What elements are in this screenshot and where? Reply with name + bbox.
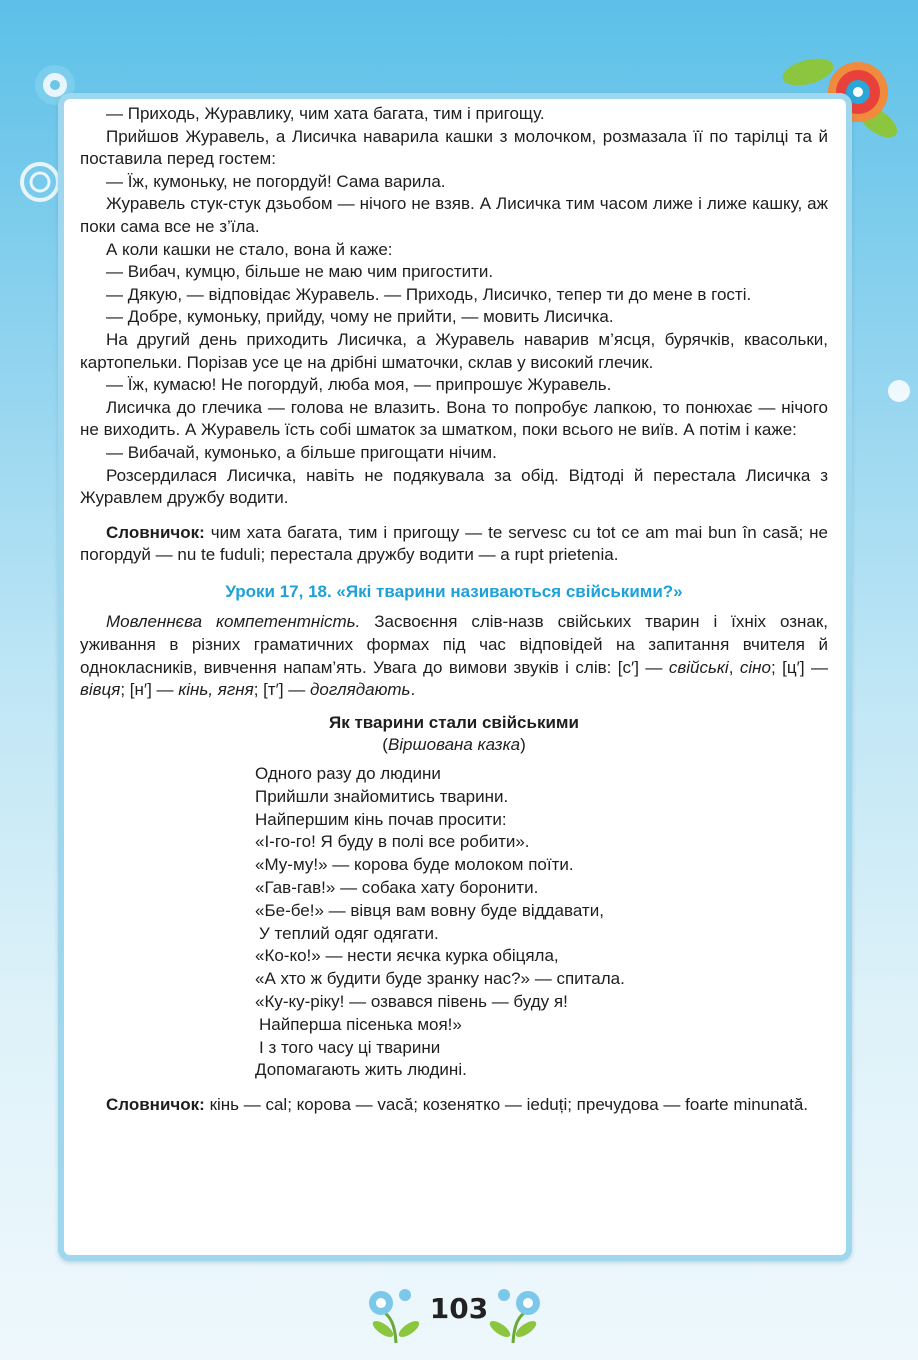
glossary-2 (80, 1094, 828, 1117)
poem-line: «А хто ж будити буде зранку нас?» — спитала. (255, 969, 625, 989)
poem-line: І з того часу ці тварини (259, 1037, 441, 1057)
story-paragraph: — Їж, кумоньку, не погордуй! Сама варила. (106, 171, 446, 191)
example-word: доглядають (310, 680, 411, 700)
glossary-text: чим хата багата, тим і пригощу — te servesc cu tot ce am mai bun în casă; не погордуй — nu te fuduli; перестала дружбу водити — a rupt prietenia. (80, 522, 828, 565)
poem-title: Як тварини стали свійськими (329, 712, 579, 732)
sep: ; [ц′] — (771, 657, 828, 677)
story-paragraph: — Добре, кумоньку, прийду, чому не прийти, — мовить Лисичка. (106, 307, 614, 327)
flower-ornament-icon (482, 1285, 544, 1345)
glossary-label: Словничок: (106, 1095, 205, 1115)
glossary-label: Словничок: (106, 522, 205, 542)
story-paragraph: — Приходь, Журавлику, чим хата багата, тим і пригощу. (106, 104, 545, 123)
story-paragraph: Розсердилася Лисичка, навіть не подякувала за обід. Відтоді й перестала Лисичка з Журавлем дружбу водити. (80, 465, 828, 508)
dot-ornament-icon (886, 378, 912, 404)
competence-label: Мовленнєва компетентність. (106, 612, 361, 632)
story-paragraph: — Їж, кумасю! Не погордуй, люба моя, — припрошує Журавель. (106, 375, 612, 395)
page-content (80, 103, 828, 1117)
story-paragraph: Лисичка до глечика — голова не влазить. Вона то попробує лапкою, то понюхає — нічого не виходить. А Журавель їсть собі шматок за шматком, поки всього не виїв. А потім і каже: (80, 397, 828, 440)
poem-line: «І-го-го! Я буду в полі все робити». (255, 832, 530, 852)
poem-line: Прийшли знайомитись тварини. (255, 786, 509, 806)
story-paragraph: А коли кашки не стало, вона й каже: (106, 239, 393, 259)
example-word: кінь, ягня (178, 680, 254, 700)
glossary-text: кінь — cal; корова — vacă; козенятко — ieduți; пречудова — foarte minunată. (204, 1095, 808, 1115)
sep: ; [н′] — (120, 680, 179, 700)
glossary-1 (80, 522, 828, 567)
sep: ; [т′] — (253, 680, 311, 700)
paren: ) (520, 735, 526, 755)
poem-subtitle (80, 734, 828, 757)
story-paragraph: Прийшов Журавель, а Лисичка наварила кашки з молочком, розмазала її по тарілці та й поставила перед гостем: (80, 126, 828, 169)
poem-line: Найперша пісенька моя!» (259, 1014, 462, 1034)
swirl-ornament-icon (18, 160, 62, 204)
competence-text: Засвоєння слів-назв свійських тварин і їхніх ознак, уживання в різних граматичних формах під час відповідей на запитання вчителя й однокласників, вивчення напам’ять. Увага до вимови звуків і слів: [с′] — (80, 612, 829, 677)
poem-line: Допомагають жить людині. (255, 1060, 467, 1080)
poem-line: «Ко-ко!» — нести яєчка курка обіцяла, (255, 946, 559, 966)
story-paragraph: — Вибач, кумцю, більше не маю чим пригостити. (106, 262, 494, 282)
poem-body (255, 763, 828, 1082)
poem-line: У теплий одяг одягати. (259, 923, 439, 943)
page-number: 103 (429, 1292, 489, 1325)
example-word: сіно (739, 657, 771, 677)
competence-paragraph (80, 611, 828, 701)
poem-line: Одного разу до людини (255, 764, 441, 784)
story-paragraph: Журавель стук-стук дзьобом — нічого не взяв. А Лисичка тим часом лиже і лиже кашку, аж поки сама все не з’їла. (80, 194, 828, 236)
story-paragraph: — Вибачай, кумонько, а більше пригощати нічим. (106, 442, 497, 462)
paren: ( (382, 735, 388, 755)
poem-line: Найпершим кінь почав просити: (255, 809, 507, 829)
story-paragraph: На другий день приходить Лисичка, а Журавель наварив м’ясця, бурячків, квасольки, картопельки. Порізав усе це на дрібні шматочки, склав у високий глечик. (80, 329, 828, 372)
poem-line: «Бе-бе!» — вівця вам вовну буде віддавати, (255, 900, 604, 920)
poem-line: «Му-му!» — корова буде молоком поїти. (255, 855, 574, 875)
poem-genre: Віршована казка (387, 735, 521, 755)
story-paragraph: — Дякую, — відповідає Журавель. — Приходь, Лисичко, тепер ти до мене в гості. (106, 284, 752, 304)
poem-line: «Ку-ку-ріку! — озвався півень — буду я! (255, 992, 568, 1011)
sep: , (728, 657, 740, 677)
sep: . (410, 680, 416, 700)
example-word: вівця (80, 680, 121, 700)
lesson-heading: Уроки 17, 18. «Які тварини називаються свійськими?» (225, 581, 683, 601)
poem-line: «Гав-гав!» — собака хату боронити. (255, 878, 539, 898)
example-word: свійські (668, 657, 729, 677)
